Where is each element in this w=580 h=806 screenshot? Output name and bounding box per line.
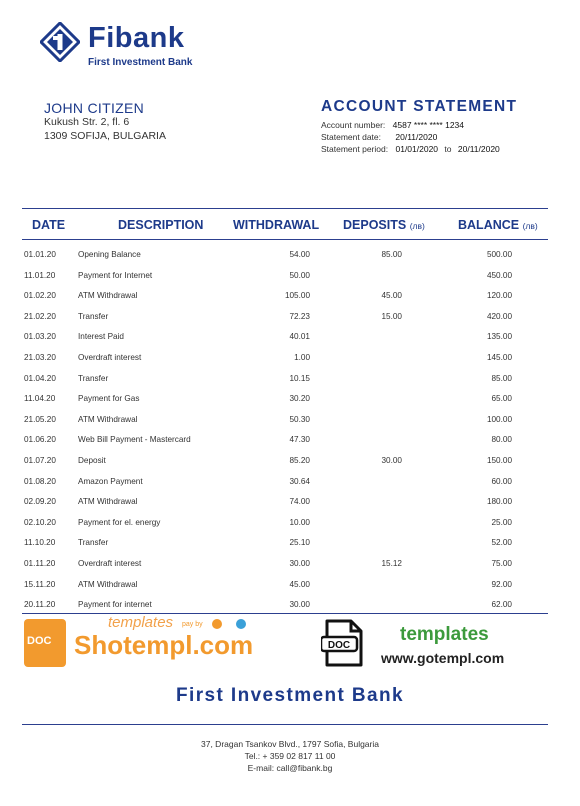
row-description: Payment for internet <box>78 600 152 610</box>
row-withdrawal: 85.20 <box>289 456 310 465</box>
row-withdrawal: 50.30 <box>289 414 310 424</box>
footer-phone: Tel.: + 359 02 817 11 00 <box>244 751 336 761</box>
row-date: 20.11.20 <box>24 600 56 610</box>
row-withdrawal: 25.10 <box>289 538 310 548</box>
row-date: 11.01.20 <box>24 270 56 280</box>
row-date: 01.02.20 <box>24 291 56 301</box>
row-balance: 135.00 <box>486 332 512 342</box>
footer-bank-name: First Investment Bank <box>176 685 404 706</box>
row-description: ATM Withdrawal <box>78 414 138 424</box>
shotempl-link[interactable]: Shotempl.com <box>74 630 254 660</box>
row-description: Transfer <box>78 538 109 548</box>
row-date: 01.03.20 <box>24 332 56 342</box>
row-withdrawal: 47.30 <box>289 435 310 445</box>
row-date: 21.02.20 <box>24 311 56 321</box>
templates-script-text: templates <box>108 614 174 631</box>
doc-outline-icon <box>321 619 365 667</box>
row-description: Overdraft interest <box>78 559 142 568</box>
row-withdrawal: 54.00 <box>289 250 310 259</box>
row-description: Transfer <box>78 311 109 321</box>
row-balance: 150.00 <box>486 456 512 465</box>
statement-period-from: 01/01/2020 <box>395 144 439 154</box>
row-balance: 75.00 <box>491 559 512 568</box>
row-date: 01.11.20 <box>24 559 56 568</box>
row-balance: 500.00 <box>486 250 512 259</box>
row-description: Web Bill Payment - Mastercard <box>78 435 191 445</box>
row-date: 15.11.20 <box>24 579 56 589</box>
row-date: 02.10.20 <box>24 517 56 527</box>
header-description: DESCRIPTION <box>118 218 204 232</box>
row-date: 01.08.20 <box>24 476 56 486</box>
doc-outline-label: DOC <box>327 640 351 651</box>
row-date: 01.07.20 <box>24 456 56 465</box>
pay-by-text: pay by <box>182 621 203 628</box>
row-withdrawal: 30.00 <box>289 559 310 568</box>
row-description: Overdraft interest <box>78 353 142 362</box>
row-date: 01.06.20 <box>24 435 56 445</box>
row-withdrawal: 10.00 <box>289 517 310 527</box>
row-description: Interest Paid <box>78 332 124 342</box>
row-date: 01.04.20 <box>24 373 56 383</box>
customer-name: JOHN CITIZEN <box>44 100 145 116</box>
doc-file-label: DOC <box>27 635 52 647</box>
bank-logo-subtitle: First Investment Bank <box>88 57 193 68</box>
header-date: DATE <box>32 218 66 232</box>
row-balance: 420.00 <box>486 311 512 321</box>
row-balance: 80.00 <box>491 435 512 445</box>
statement-title: ACCOUNT STATEMENT <box>321 98 518 115</box>
fibank-logo-icon <box>40 22 80 62</box>
row-balance: 85.00 <box>491 373 512 383</box>
table-bottom-rule <box>22 613 548 614</box>
bank-logo-name: Fibank <box>88 22 185 54</box>
table-header-rule <box>22 239 548 240</box>
row-description: Transfer <box>78 373 109 383</box>
row-date: 11.04.20 <box>24 394 56 404</box>
row-withdrawal: 30.20 <box>289 394 310 404</box>
row-withdrawal: 50.00 <box>289 270 310 280</box>
row-description: Amazon Payment <box>78 476 143 486</box>
statement-period-to: 20/11/2020 <box>457 144 500 154</box>
header-balance-unit: (лв) <box>522 221 538 231</box>
row-balance: 120.00 <box>486 291 512 301</box>
row-balance: 52.00 <box>491 538 512 548</box>
statement-date-value: 20/11/2020 <box>395 132 438 142</box>
row-withdrawal: 74.00 <box>289 497 310 507</box>
header-balance-label: BALANCE <box>458 218 520 232</box>
row-withdrawal: 30.00 <box>289 600 310 610</box>
row-date: 21.05.20 <box>24 414 56 424</box>
row-date: 11.10.20 <box>24 538 56 548</box>
row-date: 01.01.20 <box>24 250 56 259</box>
row-description: Opening Balance <box>78 250 141 259</box>
row-withdrawal: 30.64 <box>289 476 310 486</box>
row-withdrawal: 40.01 <box>289 332 310 342</box>
header-withdrawal: WITHDRAWAL <box>233 218 320 232</box>
statement-period-row <box>321 144 500 154</box>
row-deposit: 45.00 <box>381 291 402 301</box>
row-balance: 100.00 <box>486 414 512 424</box>
table-top-rule <box>22 208 548 209</box>
templates-green-text: templates <box>400 624 489 645</box>
header-deposits <box>343 218 425 232</box>
row-description: ATM Withdrawal <box>78 497 138 507</box>
account-number-row <box>321 120 464 130</box>
row-description: Payment for Internet <box>78 270 153 280</box>
row-balance: 65.00 <box>491 394 512 404</box>
statement-date-row <box>321 132 437 142</box>
row-deposit: 15.12 <box>381 559 402 568</box>
row-date: 02.09.20 <box>24 497 56 507</box>
row-deposit: 15.00 <box>381 311 402 321</box>
footer-email: E-mail: call@fibank.bg <box>247 763 333 773</box>
row-balance: 62.00 <box>491 600 512 610</box>
row-description: Deposit <box>78 456 106 465</box>
statement-period-to-word: to <box>444 144 452 154</box>
paypal-icon <box>236 619 246 629</box>
row-deposit: 30.00 <box>381 456 402 465</box>
row-description: Payment for Gas <box>78 394 140 404</box>
row-balance: 25.00 <box>491 517 512 527</box>
row-balance: 450.00 <box>486 270 512 280</box>
row-balance: 180.00 <box>486 497 512 507</box>
bitcoin-icon <box>212 619 222 629</box>
row-withdrawal: 72.23 <box>289 311 310 321</box>
account-number-value: 4587 **** **** 1234 <box>392 120 465 130</box>
row-balance: 60.00 <box>491 476 512 486</box>
row-withdrawal: 45.00 <box>289 579 310 589</box>
account-number-label: Account number: <box>321 120 386 130</box>
row-description: ATM Withdrawal <box>78 291 138 301</box>
row-description: Payment for el. energy <box>78 517 161 527</box>
footer-rule <box>22 724 548 725</box>
customer-address-line1: Kukush Str. 2, fl. 6 <box>44 116 130 128</box>
footer-address: 37, Dragan Tsankov Blvd., 1797 Sofia, Bulgaria <box>201 739 379 749</box>
statement-period-label: Statement period: <box>321 144 389 154</box>
header-balance <box>458 218 538 232</box>
row-balance: 145.00 <box>486 353 512 362</box>
row-withdrawal: 10.15 <box>289 373 310 383</box>
row-description: ATM Withdrawal <box>78 579 138 589</box>
row-withdrawal: 105.00 <box>284 291 310 301</box>
statement-date-label: Statement date: <box>321 132 382 142</box>
row-date: 21.03.20 <box>24 353 56 362</box>
customer-address-line2: 1309 SOFIJA, BULGARIA <box>44 130 166 142</box>
row-deposit: 85.00 <box>381 250 402 259</box>
header-deposits-unit: (лв) <box>409 221 425 231</box>
header-deposits-label: DEPOSITS <box>343 218 407 232</box>
gotempl-link[interactable]: www.gotempl.com <box>381 650 505 666</box>
doc-file-icon <box>24 619 66 667</box>
row-withdrawal: 1.00 <box>294 353 310 362</box>
row-balance: 92.00 <box>491 579 512 589</box>
